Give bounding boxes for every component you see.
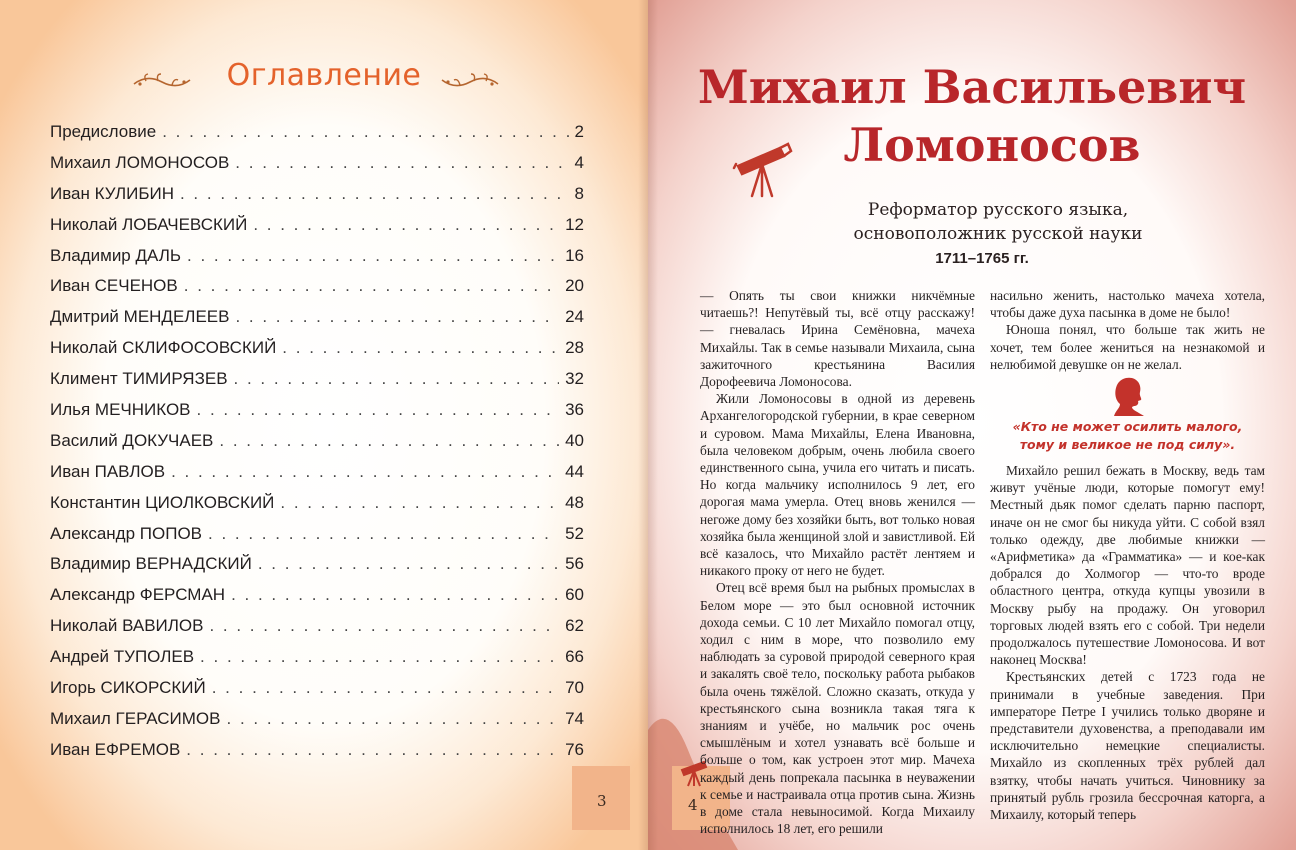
toc-entry-page: 44 [565,461,584,481]
toc-entry-page: 12 [565,214,584,234]
bio-subtitle-line2: основоположник русской науки [853,224,1143,244]
toc-entry-page: 62 [565,616,584,636]
toc-entry-name: Михаил ЛОМОНОСОВ [50,152,230,172]
toc-entry[interactable] [50,616,584,647]
toc-entry-name: Иван ПАВЛОВ [50,461,166,481]
bio-years: 1711–1765 гг. [935,250,1029,267]
toc-entry[interactable] [50,431,584,462]
paragraph: Отец всё время был на рыбных промыслах в Белом море — это был основной источник дохода семьи. С 10 лет Михайло помогал отцу, ходил с ним в море, что позволило ему наблюдать за суровой природой северного края и закалять своё тело, поскольку работа рыбаков была очень тяжёлой. Сложно сказать, откуда у крестьянского сына возникла такая тяга к знаниям и учёбе, но мальчик рос очень смышлёным и хотел узнавать всё больше и больше о том, как устроен этот мир. Мачеха каждый день попрекала пасынка в неуважении к семье и настраивала отца против сына. Жизнь в доме стала невыносимой. Когда Михаилу исполнилось 18 лет, его решили [700,580,975,837]
toc-entry-page: 52 [565,523,584,543]
toc-entry[interactable] [50,307,584,338]
text-column-right-bottom [990,462,1265,823]
toc-entry-page: 40 [565,430,584,450]
toc-entry[interactable] [50,400,584,431]
toc-entry-name: Иван КУЛИБИН [50,183,174,203]
paragraph: Крестьянских детей с 1723 года не принимали в учебные заведения. При императоре Петре I учились только дворяне и представители духовенства, а преподавали им исключительно немецкие специалисты. Михайло из скопленных трёх рублей дал взятку, чтобы начать учиться. Чиновнику за принятый рубль грозила бессрочная каторга, а Михаилу, который теперь [990,669,1265,823]
paragraph: — Опять ты свои книжки никчёмные читаешь?! Непутёвый ты, всё отцу расскажу! — гневалась Ирина Семёновна, мачеха Михайлы. Так в семье называли Михаила, сына зажиточного крестьянина Василия Дорофеевича Ломоносова. [700,288,975,390]
text-column-right-top [990,287,1265,373]
toc-entry-name: Владимир ВЕРНАДСКИЙ [50,554,252,574]
toc-entry[interactable] [50,215,584,246]
toc-entry[interactable] [50,524,584,555]
page-number-left: 3 [597,792,607,810]
ornament-right-icon [440,72,500,92]
toc-entry-page: 36 [565,400,584,420]
toc-entry-page: 48 [565,492,584,512]
toc-entry-page: 70 [565,678,584,698]
toc-entry[interactable] [50,338,584,369]
toc-entry-name: Андрей ТУПОЛЕВ [50,647,195,667]
quote-line1: «Кто не может осилить малого, [1012,419,1243,434]
toc-entry-name: Дмитрий МЕНДЕЛЕЕВ [50,307,230,327]
bio-title-line2: Ломоносов [843,118,1141,172]
toc-entry-name: Иван СЕЧЕНОВ [50,276,178,296]
quote [990,418,1265,454]
toc-entry[interactable] [50,554,584,585]
toc-entry-page: 32 [565,369,584,389]
text-column-left [700,287,975,838]
portrait-silhouette-icon [1112,376,1146,416]
toc-entry-name: Илья МЕЧНИКОВ [50,400,191,420]
bio-subtitle-line1: Реформатор русского языка, [867,200,1129,220]
toc-entry-page: 60 [565,585,584,605]
toc-title: Оглавление [226,58,422,93]
toc-entry-page: 4 [574,152,584,172]
toc-entry[interactable] [50,647,584,678]
toc-entry-page: 8 [574,183,584,203]
toc-entry-page: 28 [565,338,584,358]
toc-entry-page: 56 [565,554,584,574]
toc-entry-page: 24 [565,307,584,327]
toc-list [50,122,584,771]
toc-entry-name: Василий ДОКУЧАЕВ [50,430,214,450]
paragraph: Юноша понял, что больше так жить не хочет, тем более жениться на незнакомой и нелюбимой девушке он не желал. [990,322,1265,372]
paragraph: насильно женить, настолько мачеха хотела, чтобы даже духа пасынка в доме не было! [990,288,1265,321]
toc-entry[interactable] [50,184,584,215]
toc-entry-page: 74 [565,708,584,728]
toc-entry[interactable] [50,153,584,184]
toc-entry[interactable] [50,276,584,307]
bio-title-line1: Михаил Васильевич [697,60,1247,114]
toc-entry-page: 66 [565,647,584,667]
paragraph: Жили Ломоносовы в одной из деревень Архангелогородской губернии, в крае северном и суровом. Мама Михайлы, Елена Ивановна, была человеком добрым, очень любила своего единственного сына, учила его читать и писать. Но когда мальчику исполнилось 9 лет, его дорогая мама умерла. Отец вновь женился — негоже дому без хозяйки быть, вот только новая хозяйка была женщиной злой и завистливой. Ей всё казалось, что Михайло растёт лентяем и никакого проку от него не будет. [700,391,975,579]
toc-entry-name: Николай СКЛИФОСОВСКИЙ [50,338,277,358]
quote-line2: тому и великое не под силу». [1019,437,1236,452]
toc-entry[interactable] [50,493,584,524]
toc-entry[interactable] [50,585,584,616]
toc-entry-name: Александр ПОПОВ [50,523,203,543]
toc-entry-page: 2 [574,122,584,141]
page-number-right: 4 [688,796,698,814]
toc-entry-page: 76 [565,739,584,759]
toc-entry-name: Владимир ДАЛЬ [50,245,182,265]
toc-entry-name: Игорь СИКОРСКИЙ [50,678,206,698]
toc-entry[interactable] [50,369,584,400]
toc-entry-name: Михаил ГЕРАСИМОВ [50,708,221,728]
toc-entry[interactable] [50,122,584,153]
toc-entry-name: Александр ФЕРСМАН [50,585,226,605]
bio-subtitle [788,198,1208,246]
toc-entry[interactable] [50,740,584,771]
toc-entry[interactable] [50,246,584,277]
toc-entry-name: Константин ЦИОЛКОВСКИЙ [50,492,275,512]
telescope-icon [732,138,794,200]
toc-entry-name: Николай ЛОБАЧЕВСКИЙ [50,214,248,234]
toc-entry-name: Предисловие [50,122,157,141]
paragraph: Михайло решил бежать в Москву, ведь там живут учёные люди, которые помогут ему! Местный дьяк помог сделать парню паспорт, иначе он не смог бы никуда уйти. С собой взял только одежду, две любимые книжки — «Арифметика» да «Грамматика» — и кое-как добрался до Холмогор — что-то вроде областного центра, откуда купцы увозили в Москву рыбу на продажу. Он уговорил торговых людей взять его с собой. Три недели продолжалось путешествие Ломоносова. И вот наконец Москва! [990,463,1265,668]
toc-entry-name: Климент ТИМИРЯЗЕВ [50,369,228,389]
toc-entry[interactable] [50,462,584,493]
toc-entry-name: Николай ВАВИЛОВ [50,616,204,636]
toc-entry-page: 16 [565,245,584,265]
toc-entry[interactable] [50,678,584,709]
toc-entry-name: Иван ЕФРЕМОВ [50,739,181,759]
toc-entry[interactable] [50,709,584,740]
toc-entry-page: 20 [565,276,584,296]
